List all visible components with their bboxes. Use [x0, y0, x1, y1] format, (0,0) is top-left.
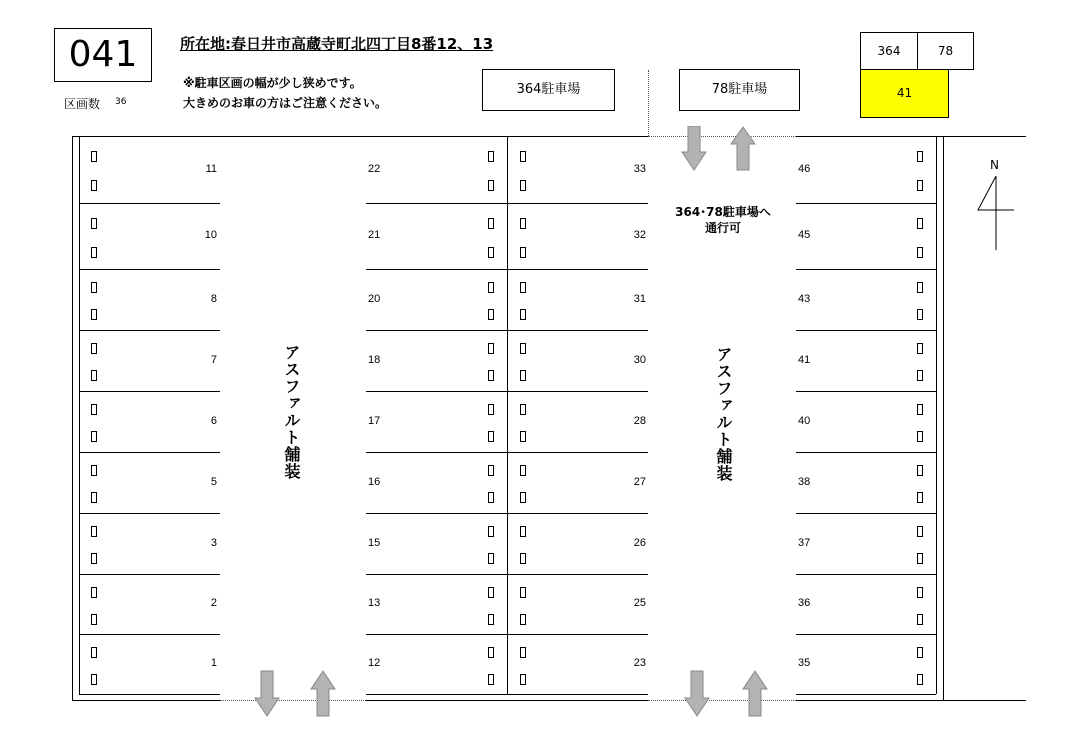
wheel-stop-icon	[488, 151, 494, 162]
top-entrance	[648, 136, 796, 137]
arrow-up-icon	[730, 126, 756, 172]
wheel-stop-icon	[520, 180, 526, 191]
notes	[183, 73, 387, 113]
space-divider	[507, 574, 648, 575]
wheel-stop-icon	[520, 553, 526, 564]
bottom-inner	[79, 694, 220, 695]
space-divider	[366, 391, 507, 392]
wheel-stop-icon	[520, 492, 526, 503]
wheel-stop-icon	[917, 282, 923, 293]
wheel-stop-icon	[917, 431, 923, 442]
space-number: 11	[205, 163, 217, 175]
arrow-up-icon	[742, 670, 768, 718]
space-number: 12	[368, 657, 381, 669]
wheel-stop-icon	[520, 309, 526, 320]
space-divider	[507, 269, 648, 270]
space-divider	[366, 269, 507, 270]
space-divider	[366, 452, 507, 453]
bottom-inner	[796, 694, 936, 695]
space-divider	[796, 452, 936, 453]
space-divider	[796, 513, 936, 514]
bottom-outer	[72, 700, 220, 701]
space-divider	[79, 452, 220, 453]
space-divider	[796, 574, 936, 575]
legend-cell-41: 41	[860, 69, 949, 118]
wheel-stop-icon	[917, 370, 923, 381]
wheel-stop-icon	[91, 218, 97, 229]
space-number: 15	[368, 537, 381, 549]
wheel-stop-icon	[917, 465, 923, 476]
arrow-down-icon	[684, 670, 710, 718]
space-divider	[79, 330, 220, 331]
space-number: 18	[368, 354, 381, 366]
wheel-stop-icon	[917, 151, 923, 162]
space-number: 23	[633, 657, 646, 669]
space-divider	[79, 574, 220, 575]
neighbor-lot-364: 364駐車場	[482, 69, 615, 111]
wheel-stop-icon	[91, 309, 97, 320]
space-number: 36	[798, 597, 811, 609]
wheel-stop-icon	[91, 180, 97, 191]
wheel-stop-icon	[91, 526, 97, 537]
space-number: 16	[368, 476, 381, 488]
space-number: 32	[633, 229, 646, 241]
wheel-stop-icon	[488, 282, 494, 293]
space-divider	[507, 203, 648, 204]
wheel-stop-icon	[917, 180, 923, 191]
space-number: 21	[368, 229, 381, 241]
entrance-divider	[648, 70, 649, 136]
space-number: 43	[798, 293, 811, 305]
space-number: 33	[633, 163, 646, 175]
space-divider	[507, 391, 648, 392]
through-note	[665, 204, 781, 236]
space-divider	[507, 634, 648, 635]
space-divider	[366, 513, 507, 514]
space-number: 6	[210, 415, 217, 427]
wheel-stop-icon	[917, 218, 923, 229]
space-divider	[366, 634, 507, 635]
neighbor-lot-78: 78駐車場	[679, 69, 800, 111]
north-label: N	[990, 158, 999, 172]
space-count: 36	[115, 97, 127, 107]
space-number: 1	[210, 657, 217, 669]
inner-right-border	[936, 136, 937, 694]
legend-cell-364: 364	[860, 32, 918, 70]
space-number: 20	[368, 293, 381, 305]
wheel-stop-icon	[488, 492, 494, 503]
wheel-stop-icon	[488, 247, 494, 258]
legend-cell-78: 78	[917, 32, 974, 70]
bottom-entrance	[220, 700, 366, 701]
space-divider	[79, 269, 220, 270]
outer-left-border	[72, 136, 73, 700]
wheel-stop-icon	[520, 151, 526, 162]
space-number: 37	[798, 537, 811, 549]
space-divider	[796, 269, 936, 270]
space-divider	[796, 634, 936, 635]
space-divider	[796, 203, 936, 204]
space-number: 35	[798, 657, 811, 669]
wheel-stop-icon	[520, 647, 526, 658]
wheel-stop-icon	[488, 614, 494, 625]
wheel-stop-icon	[91, 370, 97, 381]
note-line: ※駐車区画の幅が少し狭めです。	[183, 76, 362, 90]
space-divider	[796, 391, 936, 392]
bottom-outer	[366, 700, 648, 701]
space-number: 28	[633, 415, 646, 427]
wheel-stop-icon	[91, 553, 97, 564]
wheel-stop-icon	[917, 309, 923, 320]
wheel-stop-icon	[488, 647, 494, 658]
space-divider	[79, 391, 220, 392]
space-divider	[366, 574, 507, 575]
wheel-stop-icon	[917, 647, 923, 658]
space-number: 46	[798, 163, 811, 175]
through-note-line: 364･78駐車場へ	[675, 205, 771, 219]
aisle-label-right: アスファルト舗装	[714, 346, 733, 482]
space-divider	[79, 634, 220, 635]
wheel-stop-icon	[488, 526, 494, 537]
wheel-stop-icon	[488, 465, 494, 476]
through-note-line: 通行可	[704, 221, 741, 235]
space-divider	[507, 513, 648, 514]
wheel-stop-icon	[488, 431, 494, 442]
wheel-stop-icon	[520, 218, 526, 229]
wheel-stop-icon	[91, 674, 97, 685]
arrow-up-icon	[310, 670, 336, 718]
space-count-label: 区画数	[64, 97, 101, 111]
wheel-stop-icon	[488, 343, 494, 354]
wheel-stop-icon	[520, 674, 526, 685]
space-number: 31	[633, 293, 646, 305]
lot-id: 041	[54, 28, 152, 82]
wheel-stop-icon	[520, 247, 526, 258]
wheel-stop-icon	[520, 343, 526, 354]
north-arrow-icon	[970, 172, 1020, 254]
wheel-stop-icon	[488, 370, 494, 381]
top-border-left	[72, 136, 648, 137]
space-number: 38	[798, 476, 811, 488]
wheel-stop-icon	[91, 492, 97, 503]
address: 所在地:春日井市高蔵寺町北四丁目8番12、13	[180, 35, 494, 53]
space-number: 30	[633, 354, 646, 366]
outer-right-border	[943, 136, 944, 700]
space-divider	[507, 452, 648, 453]
space-divider	[507, 330, 648, 331]
space-number: 2	[210, 597, 217, 609]
wheel-stop-icon	[91, 151, 97, 162]
space-number: 5	[210, 476, 217, 488]
space-number: 13	[368, 597, 381, 609]
wheel-stop-icon	[488, 674, 494, 685]
top-border-right	[796, 136, 1026, 137]
wheel-stop-icon	[91, 587, 97, 598]
wheel-stop-icon	[91, 614, 97, 625]
wheel-stop-icon	[488, 587, 494, 598]
wheel-stop-icon	[488, 404, 494, 415]
space-divider	[79, 513, 220, 514]
wheel-stop-icon	[520, 587, 526, 598]
bottom-inner	[366, 694, 648, 695]
wheel-stop-icon	[520, 614, 526, 625]
space-number: 22	[368, 163, 381, 175]
wheel-stop-icon	[917, 526, 923, 537]
space-number: 10	[204, 229, 217, 241]
wheel-stop-icon	[91, 465, 97, 476]
space-number: 45	[798, 229, 811, 241]
wheel-stop-icon	[91, 247, 97, 258]
bottom-outer	[796, 700, 1026, 701]
space-divider	[366, 330, 507, 331]
wheel-stop-icon	[488, 218, 494, 229]
wheel-stop-icon	[520, 282, 526, 293]
wheel-stop-icon	[91, 282, 97, 293]
space-number: 8	[210, 293, 217, 305]
wheel-stop-icon	[917, 674, 923, 685]
wheel-stop-icon	[917, 614, 923, 625]
arrow-down-icon	[254, 670, 280, 718]
space-number: 41	[798, 354, 811, 366]
space-divider	[79, 203, 220, 204]
center-divider	[507, 136, 508, 694]
wheel-stop-icon	[488, 309, 494, 320]
wheel-stop-icon	[520, 465, 526, 476]
space-number: 25	[633, 597, 646, 609]
wheel-stop-icon	[917, 404, 923, 415]
wheel-stop-icon	[917, 343, 923, 354]
bottom-entrance	[648, 700, 796, 701]
wheel-stop-icon	[917, 587, 923, 598]
wheel-stop-icon	[91, 343, 97, 354]
inner-left-border	[79, 136, 80, 694]
wheel-stop-icon	[520, 370, 526, 381]
wheel-stop-icon	[488, 553, 494, 564]
space-number: 3	[210, 537, 217, 549]
wheel-stop-icon	[91, 431, 97, 442]
note-line: 大きめのお車の方はご注意ください。	[183, 96, 388, 110]
aisle-label-left: アスファルト舗装	[282, 344, 301, 480]
space-number: 26	[633, 537, 646, 549]
wheel-stop-icon	[917, 247, 923, 258]
arrow-down-icon	[681, 126, 707, 172]
wheel-stop-icon	[520, 404, 526, 415]
wheel-stop-icon	[488, 180, 494, 191]
space-divider	[366, 203, 507, 204]
wheel-stop-icon	[91, 647, 97, 658]
space-number: 17	[368, 415, 381, 427]
wheel-stop-icon	[520, 431, 526, 442]
wheel-stop-icon	[91, 404, 97, 415]
space-number: 40	[798, 415, 811, 427]
space-number: 27	[633, 476, 646, 488]
wheel-stop-icon	[520, 526, 526, 537]
wheel-stop-icon	[917, 492, 923, 503]
wheel-stop-icon	[917, 553, 923, 564]
space-number: 7	[210, 354, 217, 366]
space-divider	[796, 330, 936, 331]
